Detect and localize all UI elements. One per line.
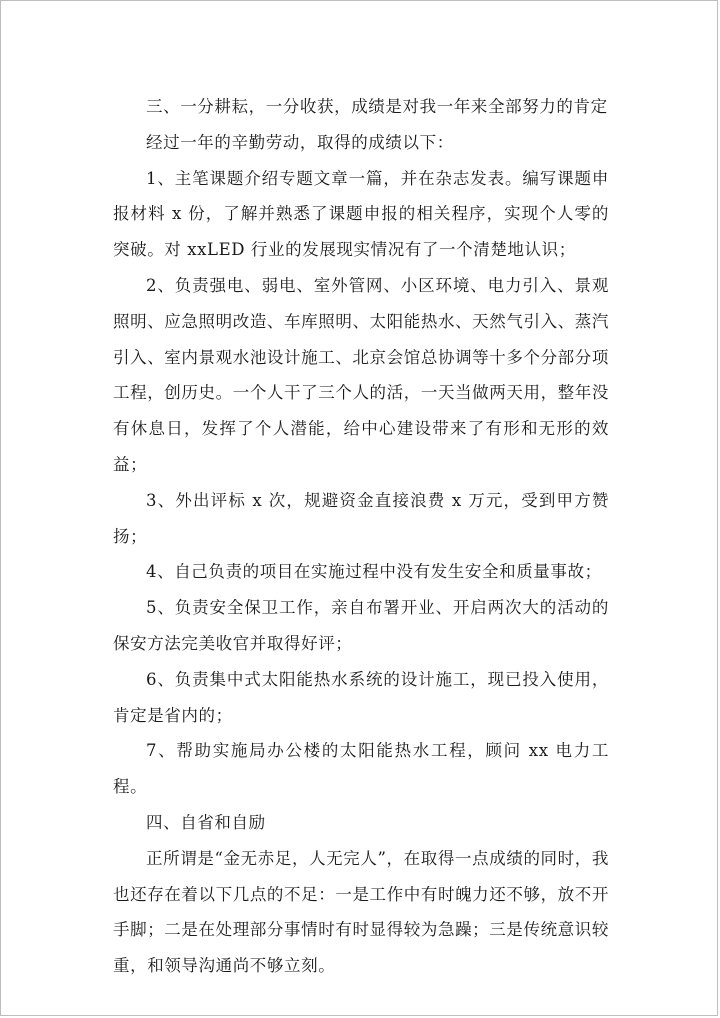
- achievement-item-3: 3、外出评标 x 次，规避资金直接浪费 x 万元，受到甲方赞扬；: [113, 490, 609, 546]
- achievement-item-7: 7、帮助实施局办公楼的太阳能热水工程，顾问 xx 电力工程。: [113, 741, 609, 797]
- section-four-body: 正所谓是“金无赤足，人无完人”，在取得一点成绩的同时，我也还存在着以下几点的不足：一是工作中有时魄力还不够，放不开手脚；二是在处理部分事情时有时显得较为急躁；三是传统意识较重，和领导沟通尚不够立刻。: [113, 848, 609, 976]
- achievement-item-4: 4、自己负责的项目在实施过程中没有发生安全和质量事故；: [146, 562, 602, 582]
- achievements-intro: 经过一年的辛勤劳动，取得的成绩以下：: [146, 132, 454, 152]
- achievement-item-6: 6、负责集中式太阳能热水系统的设计施工，现已投入使用，肯定是省内的；: [113, 669, 609, 725]
- document-body: [113, 89, 609, 984]
- section-four-heading: 四、自省和自励: [146, 812, 266, 832]
- achievement-item-5: 5、负责安全保卫工作，亲自布署开业、开启两次大的活动的保安方法完美收官并取得好评；: [113, 598, 609, 653]
- achievement-item-1: 1、主笔课题介绍专题文章一篇，并在杂志发表。编写课题申报材料 x 份，了解并熟悉了课题申报的相关程序，实现个人零的突破。对 xxLED 行业的发展现实情况有了一个清楚地认识；: [113, 168, 609, 260]
- achievement-item-2: 2、负责强电、弱电、室外管网、小区环境、电力引入、景观照明、应急照明改造、车库照明、太阳能热水、天然气引入、蒸汽引入、室内景观水池设计施工、北京会馆总协调等十多个分部分项工程，创历史。一个人干了三个人的活，一天当做两天用，整年没有休息日，发挥了个人潜能，给中心建设带来了有形和无形的效益；: [113, 275, 609, 474]
- section-three-heading: 三、一分耕耘，一分收获，成绩是对我一年来全部努力的肯定: [146, 97, 608, 116]
